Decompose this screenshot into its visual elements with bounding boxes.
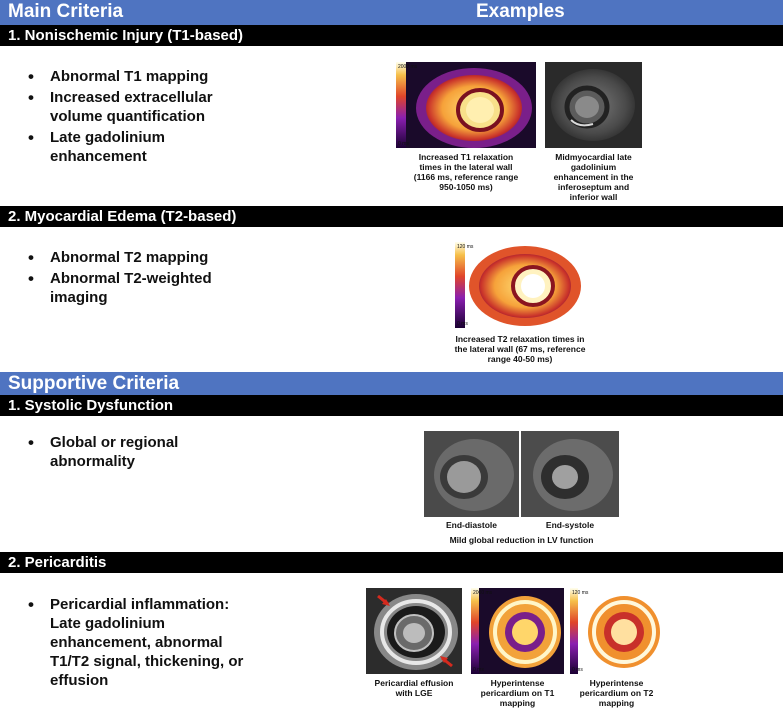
end-diastole-image: [424, 431, 519, 517]
t2-scale-top-label: 120 ms: [457, 244, 474, 250]
bullet-item: • Abnormal T2 mapping: [24, 248, 264, 267]
bullet-item: • Late gadolinium enhancement: [24, 128, 264, 166]
t2-scale-bottom-label: 0 ms: [457, 321, 468, 327]
supportive-criteria-header: [0, 372, 783, 395]
section-bar-edema: 2. Myocardial Edema (T2-based): [0, 206, 783, 227]
lge-caption: Midmyocardial late gadolinium enhancement in the inferoseptum and inferior wall: [553, 152, 634, 202]
pericardium-t1-image: [471, 588, 564, 674]
t1-scale-bottom-label: 0 ms: [398, 141, 409, 147]
main-criteria-header: [0, 0, 783, 25]
lge-image: [545, 62, 642, 148]
systolic-group-caption: Mild global reduction in LV function: [449, 535, 594, 545]
pericardium-t2-caption: Hyperintense pericardium on T2 mapping: [579, 678, 654, 708]
pericardium-t2-scale-top-label: 120 ms: [572, 590, 589, 596]
end-diastole-caption: End-diastole: [445, 520, 497, 530]
t1-map-image: [396, 62, 536, 148]
bullet-item: • Global or regional abnormality: [24, 433, 264, 471]
t2-map-caption: Increased T2 relaxation times in the lateral wall (67 ms, reference range 40-50 ms): [454, 334, 586, 364]
t2-map-image: [455, 242, 585, 328]
examples-title: Examples: [476, 1, 565, 22]
pericardial-lge-caption: Pericardial effusion with LGE: [374, 678, 454, 698]
bullets-nonischemic: [24, 67, 264, 168]
t1-scale-top-label: 2000 ms: [398, 64, 418, 70]
bullet-item: • Abnormal T1 mapping: [24, 67, 264, 86]
section-bar-pericarditis: 2. Pericarditis: [0, 552, 783, 573]
main-criteria-title: Main Criteria: [8, 1, 124, 22]
section-bar-systolic: 1. Systolic Dysfunction: [0, 395, 783, 416]
supportive-criteria-title: Supportive Criteria: [8, 373, 180, 394]
pericardium-t1-scale-bottom-label: 0 ms: [473, 667, 484, 673]
bullets-edema: [24, 248, 264, 309]
section-bar-nonischemic: 1. Nonischemic Injury (T1-based): [0, 25, 783, 46]
pericardium-t2-scale-bottom-label: 0 ms: [572, 667, 583, 673]
pericardial-lge-image: [366, 588, 462, 674]
end-systole-image: [521, 431, 619, 517]
t1-map-caption: Increased T1 relaxation times in the lateral wall (1166 ms, reference range 950-1050 ms): [413, 152, 519, 192]
bullets-pericarditis: [24, 595, 264, 692]
bullet-item: • Pericardial inflammation: Late gadolinium enhancement, abnormal T1/T2 signal, thickening, or effusion: [24, 595, 264, 690]
bullet-item: • Abnormal T2-weighted imaging: [24, 269, 264, 307]
bullets-systolic: [24, 433, 264, 473]
end-systole-caption: End-systole: [545, 520, 595, 530]
bullet-item: • Increased extracellular volume quantification: [24, 88, 264, 126]
pericardium-t2-image: [570, 588, 663, 674]
pericardium-t1-scale-top-label: 2000 ms: [473, 590, 493, 596]
pericardium-t1-caption: Hyperintense pericardium on T1 mapping: [480, 678, 555, 708]
